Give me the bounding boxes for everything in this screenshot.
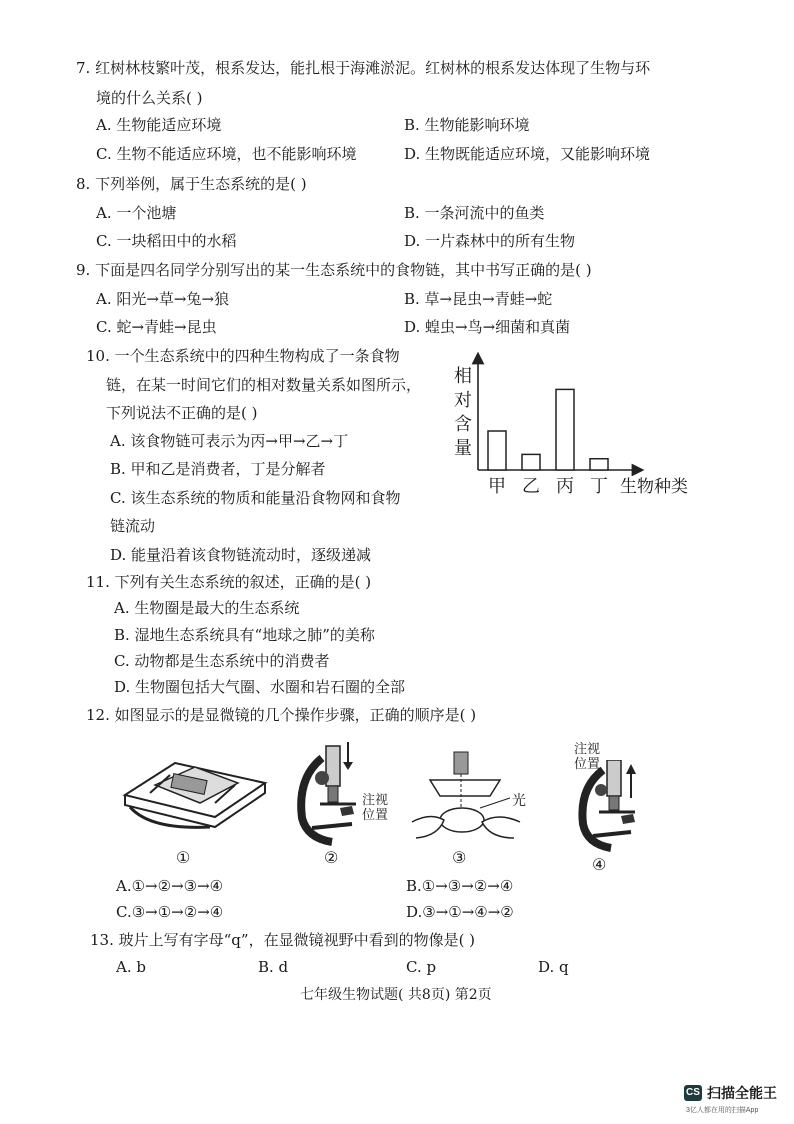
q12-option-a: A.①→②→③→④ xyxy=(116,877,224,895)
y-label-char-4: 量 xyxy=(454,438,472,459)
tick-label-2: 乙 xyxy=(522,476,540,497)
tick-label-1: 甲 xyxy=(488,476,506,497)
label-watch-2: 注视 xyxy=(574,742,601,757)
x-axis-label: 生物种类 xyxy=(620,477,688,497)
y-label-char-1: 相 xyxy=(454,366,472,387)
q7-option-a: A. 生物能适应环境 xyxy=(96,116,222,134)
q8-option-d: D. 一片森林中的所有生物 xyxy=(404,232,576,250)
y-label-char-2: 对 xyxy=(454,390,472,411)
q11-option-c: C. 动物都是生态系统中的消费者 xyxy=(114,652,330,670)
q13-stem: 13. 玻片上写有字母“q”，在显微镜视野中看到的物像是( ) xyxy=(90,931,476,949)
label-watch-1: 注视 xyxy=(362,793,389,808)
page-footer: 七年级生物试题( 共8页) 第2页 xyxy=(300,987,492,1003)
q10-stem-line2: 链，在某一时间它们的相对数量关系如图所示， xyxy=(106,376,422,394)
q11-stem: 11. 下列有关生态系统的叙述，正确的是( ) xyxy=(86,573,372,591)
figure-label-2: ② xyxy=(324,848,339,867)
q9-option-a: A. 阳光→草→兔→狼 xyxy=(96,290,230,308)
y-label-char-3: 含 xyxy=(454,414,472,435)
microscope-stage-figure xyxy=(120,755,270,835)
tick-label-4: 丁 xyxy=(590,476,608,497)
figure-label-4: ④ xyxy=(592,855,607,874)
q8-stem: 8. 下列举例，属于生态系统的是( ) xyxy=(76,175,307,193)
q10-bar-chart xyxy=(452,352,702,502)
q10-option-c-line2: 链流动 xyxy=(110,517,156,535)
q12-stem: 12. 如图显示的是显微镜的几个操作步骤，正确的顺序是( ) xyxy=(86,706,477,724)
cs-badge-icon: CS xyxy=(684,1085,702,1101)
scanner-logo xyxy=(684,1083,790,1119)
q10-option-d: D. 能量沿着该食物链流动时，逐级递减 xyxy=(110,546,372,564)
figure-label-1: ① xyxy=(176,848,191,867)
q8-option-a: A. 一个池塘 xyxy=(96,204,177,222)
q13-option-a: A. b xyxy=(116,958,146,976)
q7-option-d: D. 生物既能适应环境，又能影响环境 xyxy=(404,145,651,163)
q13-option-d: D. q xyxy=(538,958,569,976)
label-position-1: 位置 xyxy=(362,808,389,823)
label-position-2: 位置 xyxy=(574,757,601,772)
q7-stem-line2: 境的什么关系( ) xyxy=(96,89,203,107)
q13-option-c: C. p xyxy=(406,958,437,976)
q12-option-d: D.③→①→④→② xyxy=(406,903,514,921)
microscope-lowering-figure xyxy=(292,738,372,848)
q11-option-d: D. 生物圈包括大气圈、水圈和岩石圈的全部 xyxy=(114,678,406,696)
bar-1 xyxy=(488,431,506,470)
scanner-logo-name: 扫描全能王 xyxy=(707,1085,777,1101)
q9-option-c: C. 蛇→青蛙→昆虫 xyxy=(96,318,217,336)
bar-3 xyxy=(556,389,574,470)
label-light: 光 xyxy=(512,793,526,809)
bar-4 xyxy=(590,459,608,470)
y-axis-label xyxy=(454,366,472,459)
tick-label-3: 丙 xyxy=(556,476,574,497)
q7-option-c: C. 生物不能适应环境，也不能影响环境 xyxy=(96,145,357,163)
q10-stem-line1: 10. 一个生态系统中的四种生物构成了一条食物 xyxy=(86,347,400,365)
q12-option-c: C.③→①→②→④ xyxy=(116,903,224,921)
q11-option-b: B. 湿地生态系统具有“地球之肺”的美称 xyxy=(114,626,375,644)
q9-stem: 9. 下面是四名同学分别写出的某一生态系统中的食物链，其中书写正确的是( ) xyxy=(76,261,592,279)
q10-stem-line3: 下列说法不正确的是( ) xyxy=(106,404,258,422)
scanner-logo-tagline: 3亿人都在用的扫描App xyxy=(686,1107,759,1114)
figure-label-3: ③ xyxy=(452,848,467,867)
q8-option-b: B. 一条河流中的鱼类 xyxy=(404,204,545,222)
q7-option-b: B. 生物能影响环境 xyxy=(404,116,530,134)
q8-option-c: C. 一块稻田中的水稻 xyxy=(96,232,237,250)
q10-option-c-line1: C. 该生态系统的物质和能量沿食物网和食物 xyxy=(110,489,401,507)
q13-option-b: B. d xyxy=(258,958,289,976)
q7-stem-line1: 7. 红树林枝繁叶茂，根系发达，能扎根于海滩淤泥。红树林的根系发达体现了生物与环 xyxy=(76,59,651,77)
q9-option-d: D. 蝗虫→鸟→细菌和真菌 xyxy=(404,318,571,336)
microscope-raising-figure xyxy=(575,760,650,855)
q10-option-b: B. 甲和乙是消费者，丁是分解者 xyxy=(110,460,326,478)
bar-2 xyxy=(522,454,540,470)
q11-option-a: A. 生物圈是最大的生态系统 xyxy=(114,599,300,617)
q9-option-b: B. 草→昆虫→青蛙→蛇 xyxy=(404,290,553,308)
q10-option-a: A. 该食物链可表示为丙→甲→乙→丁 xyxy=(110,432,349,450)
q12-option-b: B.①→③→②→④ xyxy=(406,877,514,895)
